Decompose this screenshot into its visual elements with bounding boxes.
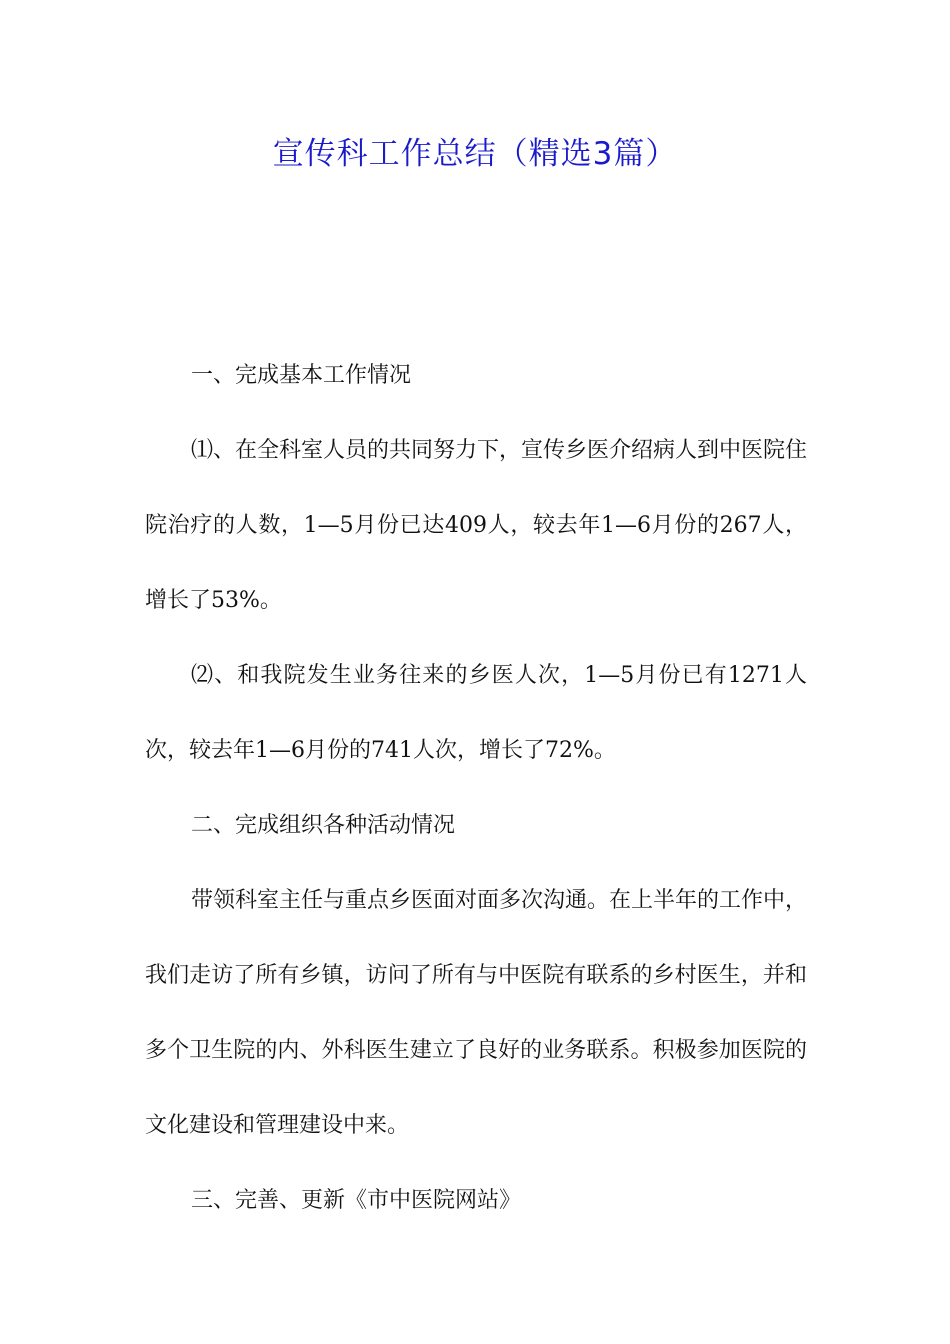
document-title: 宣传科工作总结（精选3篇） xyxy=(272,136,678,172)
document-body xyxy=(145,338,807,1238)
paragraph-2: ⑵、和我院发生业务往来的乡医人次，1—5月份已有1271人次，较去年1—6月份的741人次，增长了72%。 xyxy=(145,663,807,763)
section-heading-3: 三、完善、更新《市中医院网站》 xyxy=(191,1188,522,1213)
paragraph-3: 带领科室主任与重点乡医面对面多次沟通。在上半年的工作中，我们走访了所有乡镇，访问了所有与中医院有联系的乡村医生，并和多个卫生院的内、外科医生建立了良好的业务联系。积极参加医院的文化建设和管理建设中来。 xyxy=(145,888,808,1138)
paragraph-1: ⑴、在全科室人员的共同努力下，宣传乡医介绍病人到中医院住院治疗的人数，1—5月份已达409人，较去年1—6月份的267人，增长了53%。 xyxy=(145,438,808,613)
section-heading-1: 一、完成基本工作情况 xyxy=(191,363,412,388)
section-heading-2: 二、完成组织各种活动情况 xyxy=(191,813,456,838)
